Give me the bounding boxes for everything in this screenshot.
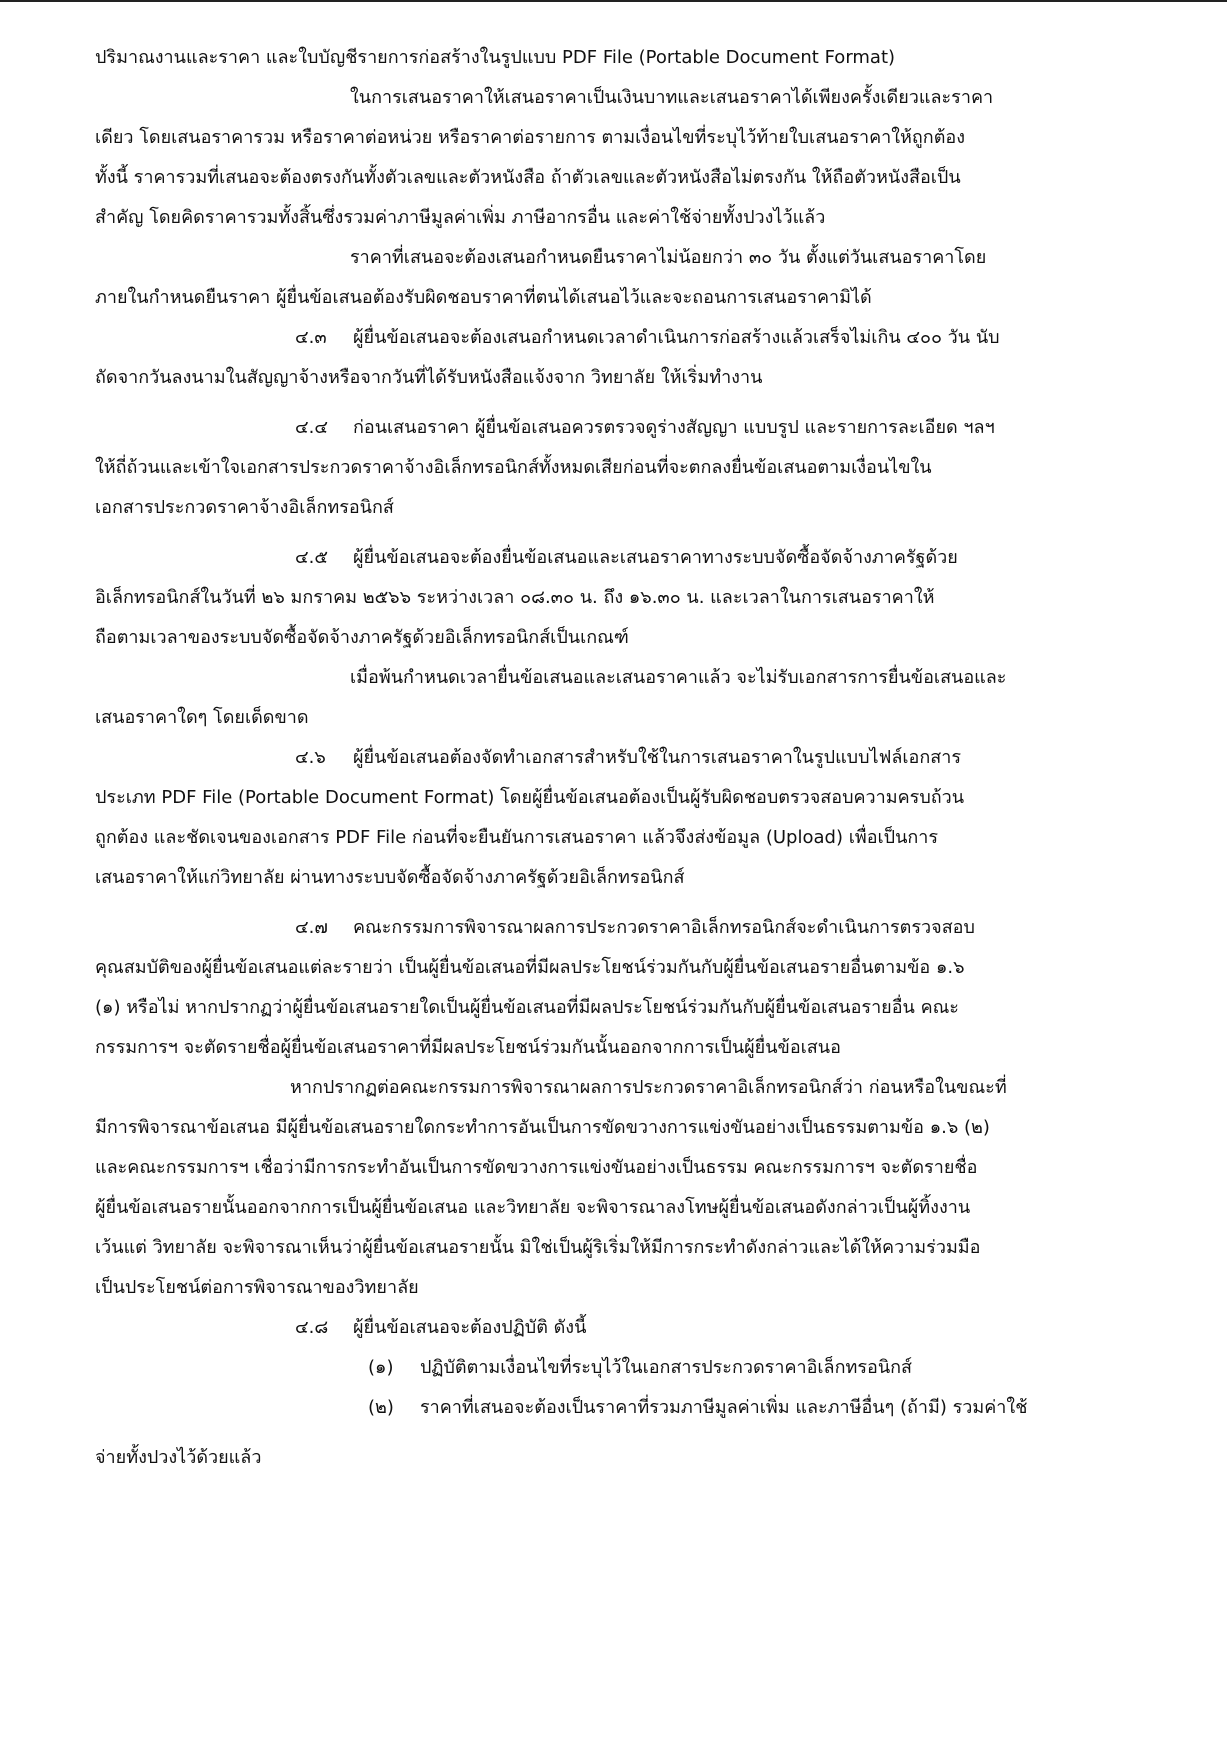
text-line: ผู้ยื่นข้อเสนอจะต้องเสนอกำหนดเวลาดำเนินการก่อสร้างแล้วเสร็จไม่เกิน ๔๐๐ วัน นับ	[353, 327, 1000, 348]
text-line: เดียว โดยเสนอราคารวม หรือราคาต่อหน่วย หรือราคาต่อรายการ ตามเงื่อนไขที่ระบุไว้ท้ายใบเสนอราคาให้ถูกต้อง	[95, 127, 965, 148]
document-page	[95, 38, 1130, 1478]
text-line: เว้นแต่ วิทยาลัย จะพิจารณาเห็นว่าผู้ยื่นข้อเสนอรายนั้น มิใช่เป็นผู้ริเริ่มให้มีการกระทำดังกล่าวและได้ให้ความร่วมมือ	[95, 1237, 981, 1258]
text-line: ผู้ยื่นข้อเสนอต้องจัดทำเอกสารสำหรับใช้ในการเสนอราคาในรูปแบบไฟล์เอกสาร	[353, 747, 961, 768]
text-line: ปริมาณงานและราคา และใบบัญชีรายการก่อสร้างในรูปแบบ PDF File (Portable Document Format)	[95, 47, 896, 68]
section-number: ๔.๖	[295, 747, 326, 768]
text-line: เป็นประโยชน์ต่อการพิจารณาของวิทยาลัย	[95, 1277, 419, 1298]
section-number: ๔.๓	[295, 327, 327, 348]
text-line: และคณะกรรมการฯ เชื่อว่ามีการกระทำอันเป็นการขัดขวางการแข่งขันอย่างเป็นธรรม คณะกรรมการฯ จะตัดรายชื่อ	[95, 1157, 978, 1178]
text-line: ผู้ยื่นข้อเสนอจะต้องปฏิบัติ ดังนี้	[353, 1317, 587, 1338]
text-line: เอกสารประกวดราคาจ้างอิเล็กทรอนิกส์	[95, 497, 394, 518]
section-4-4	[95, 408, 1130, 448]
section-number: ๔.๔	[295, 417, 328, 438]
text-line: ปฏิบัติตามเงื่อนไขที่ระบุไว้ในเอกสารประกวดราคาอิเล็กทรอนิกส์	[420, 1357, 913, 1378]
text-line: คณะกรรมการพิจารณาผลการประกวดราคาอิเล็กทรอนิกส์จะดำเนินการตรวจสอบ	[353, 917, 975, 938]
section-number: ๔.๘	[295, 1317, 329, 1338]
text-line: เสนอราคาให้แก่วิทยาลัย ผ่านทางระบบจัดซื้อจัดจ้างภาครัฐด้วยอิเล็กทรอนิกส์	[95, 867, 685, 888]
section-4-5	[95, 538, 1130, 578]
text-line: ถัดจากวันลงนามในสัญญาจ้างหรือจากวันที่ได้รับหนังสือแจ้งจาก วิทยาลัย ให้เริ่มทำงาน	[95, 367, 763, 388]
text-line: จ่ายทั้งปวงไว้ด้วยแล้ว	[95, 1447, 262, 1468]
text-line: (๑) หรือไม่ หากปรากฏว่าผู้ยื่นข้อเสนอรายใดเป็นผู้ยื่นข้อเสนอที่มีผลประโยชน์ร่วมกันกับผู้ยื่นข้อเสนอรายอื่น คณะ	[95, 997, 959, 1018]
text-line: ทั้งนี้ ราคารวมที่เสนอจะต้องตรงกันทั้งตัวเลขและตัวหนังสือ ถ้าตัวเลขและตัวหนังสือไม่ตรงกัน ให้ถือตัวหนังสือเป็น	[95, 167, 961, 188]
text-line: ในการเสนอราคาให้เสนอราคาเป็นเงินบาทและเสนอราคาได้เพียงครั้งเดียวและราคา	[350, 87, 994, 108]
text-line: ให้ถี่ถ้วนและเข้าใจเอกสารประกวดราคาจ้างอิเล็กทรอนิกส์ทั้งหมดเสียก่อนที่จะตกลงยื่นข้อเสนอตามเงื่อนไขใน	[95, 457, 932, 478]
text-line: คุณสมบัติของผู้ยื่นข้อเสนอแต่ละรายว่า เป็นผู้ยื่นข้อเสนอที่มีผลประโยชน์ร่วมกันกับผู้ยื่นข้อเสนอรายอื่นตามข้อ ๑.๖	[95, 957, 965, 978]
text-line: ราคาที่เสนอจะต้องเสนอกำหนดยืนราคาไม่น้อยกว่า ๓๐ วัน ตั้งแต่วันเสนอราคาโดย	[350, 247, 987, 268]
text-line: ราคาที่เสนอจะต้องเป็นราคาที่รวมภาษีมูลค่าเพิ่ม และภาษีอื่นๆ (ถ้ามี) รวมค่าใช้	[420, 1397, 1028, 1418]
sub-item-1	[95, 1348, 1130, 1388]
text-line: ผู้ยื่นข้อเสนอรายนั้นออกจากการเป็นผู้ยื่นข้อเสนอ และวิทยาลัย จะพิจารณาลงโทษผู้ยื่นข้อเสนอดังกล่าวเป็นผู้ทิ้งงาน	[95, 1197, 971, 1218]
sub-number: (๑)	[368, 1357, 394, 1378]
text-line: ถือตามเวลาของระบบจัดซื้อจัดจ้างภาครัฐด้วยอิเล็กทรอนิกส์เป็นเกณฑ์	[95, 627, 629, 648]
text-line: เสนอราคาใดๆ โดยเด็ดขาด	[95, 707, 309, 728]
sub-number: (๒)	[368, 1397, 394, 1418]
text-line: เมื่อพ้นกำหนดเวลายื่นข้อเสนอและเสนอราคาแล้ว จะไม่รับเอกสารการยื่นข้อเสนอและ	[350, 667, 1007, 688]
top-rule	[0, 0, 1227, 2]
section-4-8	[95, 1308, 1130, 1348]
text-line: สำคัญ โดยคิดราคารวมทั้งสิ้นซึ่งรวมค่าภาษีมูลค่าเพิ่ม ภาษีอากรอื่น และค่าใช้จ่ายทั้งปวงไว้แล้ว	[95, 207, 826, 228]
text-line: กรรมการฯ จะตัดรายชื่อผู้ยื่นข้อเสนอราคาที่มีผลประโยชน์ร่วมกันนั้นออกจากการเป็นผู้ยื่นข้อเสนอ	[95, 1037, 841, 1058]
text-line: ประเภท PDF File (Portable Document Format) โดยผู้ยื่นข้อเสนอต้องเป็นผู้รับผิดชอบตรวจสอบความครบถ้วน	[95, 787, 965, 808]
text-line: มีการพิจารณาข้อเสนอ มีผู้ยื่นข้อเสนอรายใดกระทำการอันเป็นการขัดขวางการแข่งขันอย่างเป็นธรรมตามข้อ ๑.๖ (๒)	[95, 1117, 990, 1138]
section-number: ๔.๗	[295, 917, 328, 938]
section-4-7	[95, 908, 1130, 948]
text-line: ภายในกำหนดยืนราคา ผู้ยื่นข้อเสนอต้องรับผิดชอบราคาที่ตนได้เสนอไว้และจะถอนการเสนอราคามิได้	[95, 287, 872, 308]
section-4-6	[95, 738, 1130, 778]
sub-item-2	[95, 1388, 1130, 1428]
text-line: ก่อนเสนอราคา ผู้ยื่นข้อเสนอควรตรวจดูร่างสัญญา แบบรูป และรายการละเอียด ฯลฯ	[353, 417, 995, 438]
section-4-3	[95, 318, 1130, 358]
text-line: อิเล็กทรอนิกส์ในวันที่ ๒๖ มกราคม ๒๕๖๖ ระหว่างเวลา ๐๘.๓๐ น. ถึง ๑๖.๓๐ น. และเวลาในการเสนอราคาให้	[95, 587, 935, 608]
text-line: ผู้ยื่นข้อเสนอจะต้องยื่นข้อเสนอและเสนอราคาทางระบบจัดซื้อจัดจ้างภาครัฐด้วย	[353, 547, 958, 568]
text-line: ถูกต้อง และชัดเจนของเอกสาร PDF File ก่อนที่จะยืนยันการเสนอราคา แล้วจึงส่งข้อมูล (Upload) เพื่อเป็นการ	[95, 827, 939, 848]
section-number: ๔.๕	[295, 547, 328, 568]
text-line: หากปรากฏต่อคณะกรรมการพิจารณาผลการประกวดราคาอิเล็กทรอนิกส์ว่า ก่อนหรือในขณะที่	[290, 1077, 1007, 1098]
